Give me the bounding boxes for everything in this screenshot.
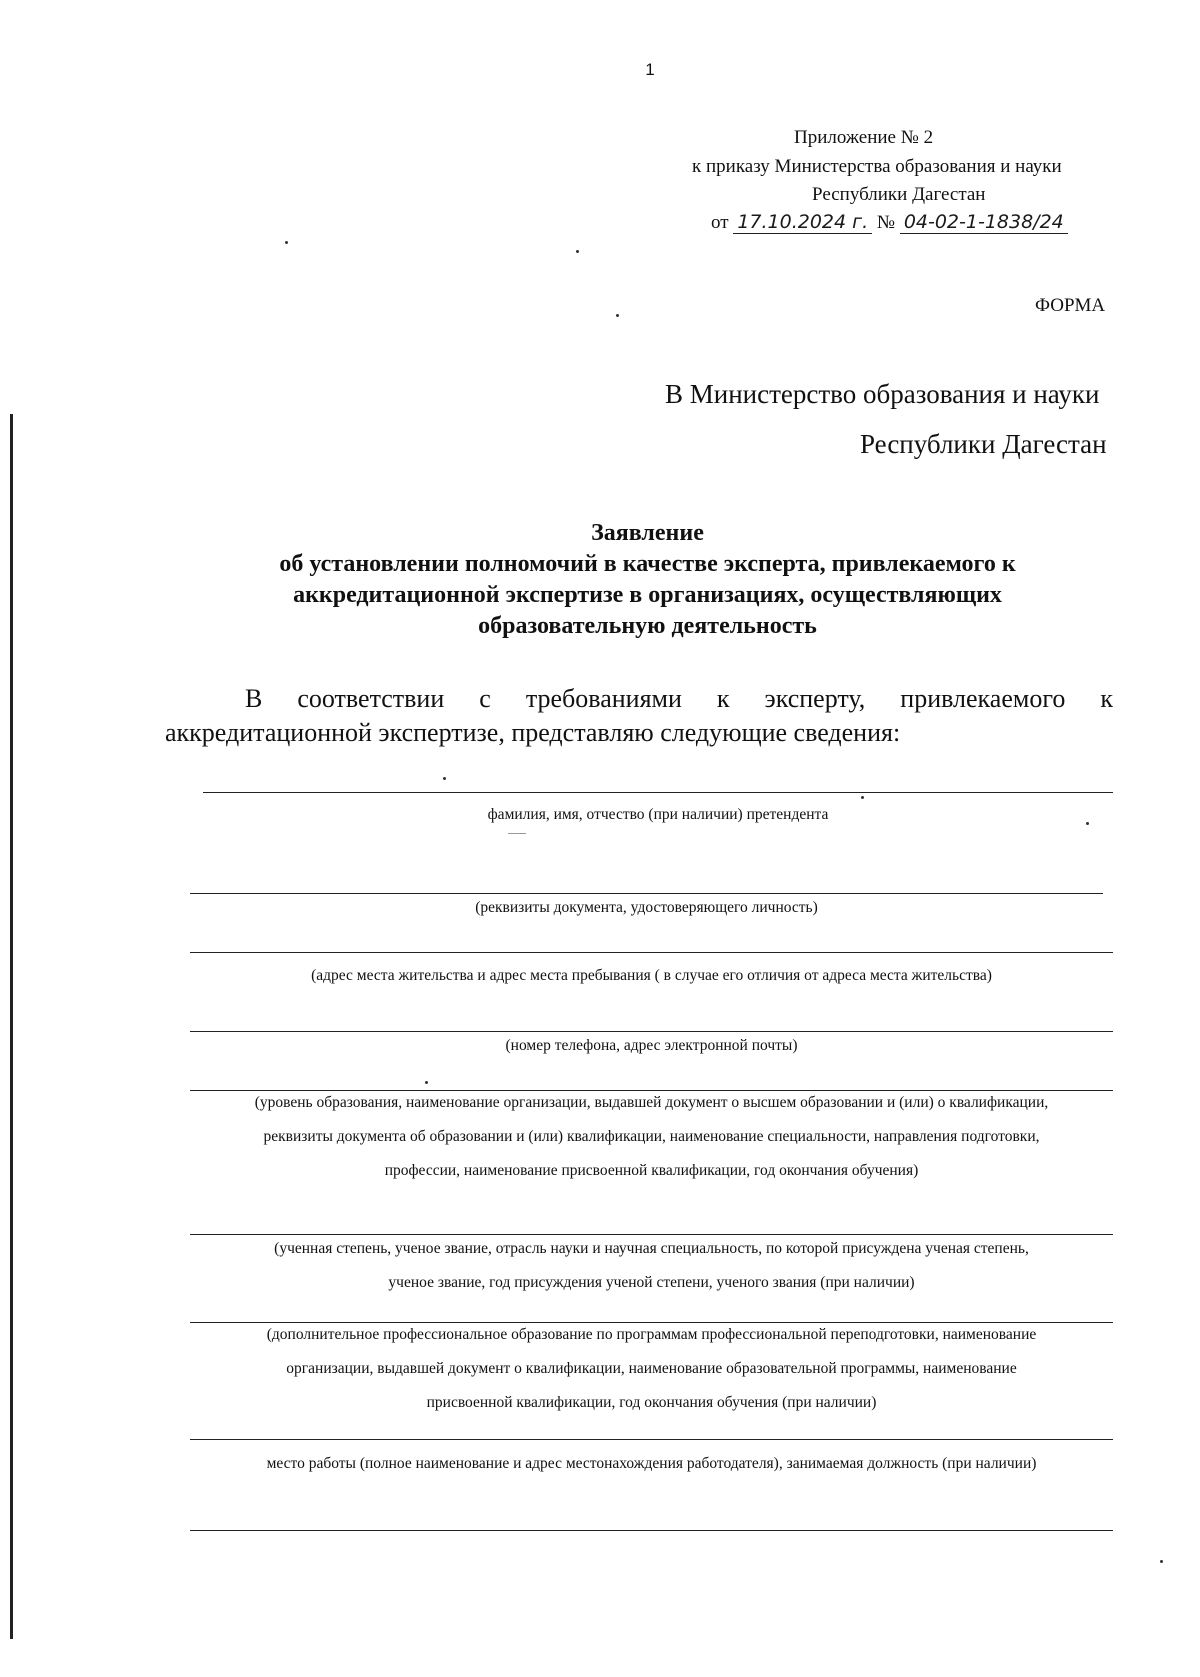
field-rule-extra[interactable]: [190, 1530, 1113, 1531]
title-line-3: аккредитационной экспертизе в организациях, осуществляющих: [293, 582, 1002, 608]
number-prefix: №: [876, 212, 896, 233]
intro-paragraph: [165, 682, 1113, 750]
field-caption-workplace: место работы (полное наименование и адрес местонахождения работодателя), занимаемая должность (при наличии): [266, 1455, 1037, 1472]
field-caption-id-document: (реквизиты документа, удостоверяющего личность): [475, 899, 818, 916]
document-title: [160, 518, 1135, 642]
scan-speck: [1086, 822, 1089, 825]
scan-speck: [576, 250, 579, 253]
handwritten-order-number: 04-02-1-1838/24: [900, 211, 1068, 234]
field-caption-full-name: фамилия, имя, отчество (при наличии) претендента: [487, 806, 829, 823]
field-caption-address: (адрес места жительства и адрес места пребывания ( в случае его отличия от адреса места жительства): [311, 967, 992, 984]
annex-region-line: Республики Дагестан: [812, 184, 986, 205]
scan-speck: [1160, 1560, 1163, 1563]
scan-speck: [443, 777, 446, 780]
title-line-2: об установлении полномочий в качестве эксперта, привлекаемого к: [279, 551, 1016, 577]
addressee-line-1: В Министерство образования и науки: [665, 379, 1100, 409]
field-caption-additional-education: (дополнительное профессиональное образование по программам профессиональной переподготовки, наименование организации, выдавшей документ о квалификации, наименование образовательной программы, наименование присвоенной квалификации, год окончания обучения (при наличии): [266, 1326, 1037, 1411]
scan-speck: [285, 241, 288, 244]
scan-edge-mark: [10, 414, 13, 1639]
field-caption-academic-degree: (ученная степень, ученое звание, отрасль науки и научная специальность, по которой присуждена ученая степень, ученое звание, год присуждения ученой степени, ученого звания (при наличии): [274, 1240, 1029, 1291]
scan-speck: [616, 314, 619, 317]
annex-title: Приложение № 2: [794, 127, 934, 148]
date-prefix: от: [711, 212, 729, 233]
annex-date-number-line: [711, 211, 1068, 234]
field-caption-contacts: (номер телефона, адрес электронной почты): [505, 1037, 798, 1054]
field-rule-workplace[interactable]: [190, 1439, 1113, 1440]
annex-order-line: к приказу Министерства образования и науки: [692, 156, 1062, 177]
title-line-1: Заявление: [591, 520, 704, 546]
title-line-4: образовательную деятельность: [478, 613, 817, 639]
addressee-line-2: Республики Дагестан: [860, 429, 1107, 459]
scan-speck: [425, 1081, 428, 1084]
page-number: 1: [645, 60, 655, 79]
form-label: ФОРМА: [1035, 295, 1106, 316]
intro-line-2: аккредитационной экспертизе, представляю следующие сведения:: [165, 718, 901, 747]
handwritten-date: 17.10.2024 г.: [733, 211, 872, 234]
field-rule-full-name[interactable]: [203, 792, 1113, 793]
scan-speck: [861, 796, 864, 799]
field-rule-address[interactable]: [190, 952, 1113, 953]
field-caption-education: (уровень образования, наименование организации, выдавшей документ о высшем образовании и (или) о квалификации, реквизиты документа об образовании и (или) квалификации, наименование специальности, направления подготовки, профессии, наименование присвоенной квалификации, год окончания обучения): [254, 1094, 1049, 1179]
intro-line-1: В соответствии с требованиями к эксперту, привлекаемого к: [245, 684, 1113, 713]
scan-speck-line: [508, 833, 526, 834]
